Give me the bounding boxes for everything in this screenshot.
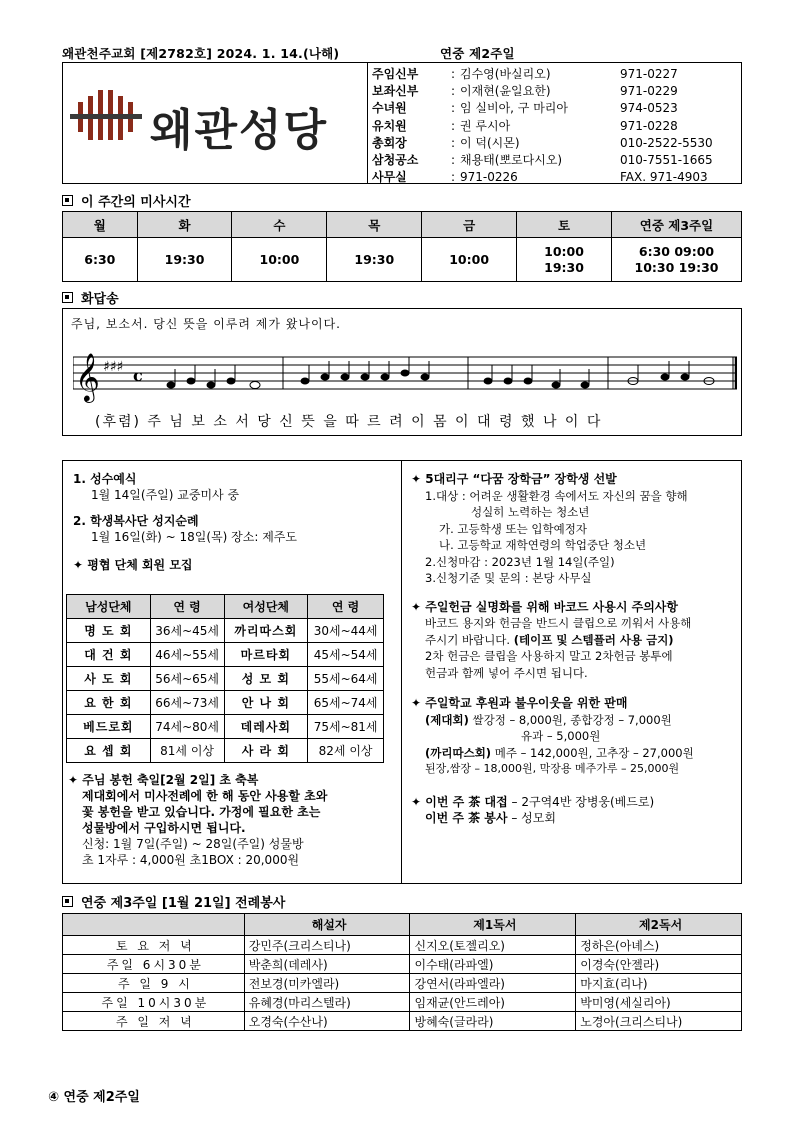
candle-line: 제대회에서 미사전례에 한 해 동안 사용할 초와 xyxy=(82,789,328,803)
mass-time: 19:30 xyxy=(137,238,232,282)
staff-row xyxy=(372,83,740,100)
service-cell: 강연서(라파엘라) xyxy=(410,974,576,993)
staff-name: 채용태(뽀로다시오) xyxy=(460,153,563,168)
staff-role: 수녀원 xyxy=(372,101,407,116)
diamond-bullet-icon: ✦ xyxy=(73,558,88,572)
colon-separator: : xyxy=(450,153,456,168)
notice-pilgrimage-title: 2. 학생복사단 성지순례 xyxy=(73,514,199,528)
diamond-bullet-icon: ✦ xyxy=(68,773,83,787)
scholarship-line: 1.대상 : 어려운 생활환경 속에서도 자신의 꿈을 향해 xyxy=(425,488,688,503)
service-table xyxy=(62,913,742,1031)
service-cell: 유혜경(마리스텔라) xyxy=(244,993,410,1012)
staff-phone: FAX. 971-4903 xyxy=(620,170,708,185)
notice-tea-service: 이번 주 茶 봉사 – 성모회 xyxy=(425,811,556,825)
section-marker-icon xyxy=(62,195,73,206)
bulletin-number: 왜관천주교회 [제2782호] 2024. 1. 14.(나해) xyxy=(62,46,340,61)
mass-day: 월 xyxy=(63,212,138,238)
staff-role: 사무실 xyxy=(372,170,407,185)
mass-time: 10:00 19:30 xyxy=(517,238,612,282)
sale-line: 유과 – 5,000원 xyxy=(521,729,601,743)
group-header: 연 령 xyxy=(308,595,384,619)
service-cell: 박미영(세실리아) xyxy=(576,993,742,1012)
group-cell: 56세~65세 xyxy=(150,667,224,691)
mass-section-title: 이 주간의 미사시간 xyxy=(62,191,191,210)
table-row xyxy=(63,1012,742,1031)
candle-title: ✦ 주님 봉헌 축일[2월 2일] 초 축복 xyxy=(68,773,259,787)
service-cell: 주 일 9 시 xyxy=(63,974,245,993)
staff-row xyxy=(372,66,740,83)
staff-role: 총회장 xyxy=(372,135,407,150)
service-cell: 박춘희(데레사) xyxy=(244,955,410,974)
barcode-line: 2차 헌금은 클립을 사용하지 말고 2차헌금 봉투에 xyxy=(425,649,673,663)
mass-day: 수 xyxy=(232,212,327,238)
group-cell: 요 셉 회 xyxy=(67,739,151,763)
table-row xyxy=(63,974,742,993)
mass-day: 연중 제3주일 xyxy=(612,212,742,238)
mass-time: 10:00 xyxy=(232,238,327,282)
group-recruit-table xyxy=(66,594,384,763)
candle-line: 초 1자루 : 4,000원 초1BOX : 20,000원 xyxy=(82,853,300,867)
notice-holy-water-body: 1월 14일(주일) 교중미사 중 xyxy=(91,488,240,502)
table-row xyxy=(67,715,384,739)
bulletin-header xyxy=(62,44,742,62)
staff-role: 주임신부 xyxy=(372,67,419,81)
scholarship-line: 성실히 노력하는 청소년 xyxy=(471,505,590,519)
scholarship-line: 3.신청기준 및 문의 : 본당 사무실 xyxy=(425,571,592,585)
group-cell: 명 도 회 xyxy=(67,619,151,643)
service-header: 해설자 xyxy=(244,914,410,936)
section-marker-icon xyxy=(62,292,73,303)
psalm-section-title: 화답송 xyxy=(62,288,119,307)
service-cell: 이경숙(안젤라) xyxy=(576,955,742,974)
table-row xyxy=(67,691,384,715)
diamond-bullet-icon: ✦ xyxy=(411,599,426,614)
column-divider xyxy=(401,461,402,883)
group-cell: 55세~64세 xyxy=(308,667,384,691)
service-cell: 주일 6시30분 xyxy=(63,955,245,974)
mass-time: 6:30 xyxy=(63,238,138,282)
mass-day: 목 xyxy=(327,212,422,238)
section-marker-icon xyxy=(62,896,73,907)
sale-line: (까리따스회) 메주 – 142,000원, 고추장 – 27,000원 xyxy=(425,745,694,760)
psalm-verse: 주님, 보소서. 당신 뜻을 이루려 제가 왔나이다. xyxy=(71,317,341,331)
colon-separator: : xyxy=(450,101,456,116)
group-cell: 30세~44세 xyxy=(308,619,384,643)
notice-pilgrimage-body: 1월 16일(화) ~ 18일(목) 장소: 제주도 xyxy=(91,530,297,544)
service-cell: 방혜숙(글라라) xyxy=(410,1012,576,1031)
table-row xyxy=(67,643,384,667)
mass-day: 화 xyxy=(137,212,232,238)
notice-tea-host: ✦ 이번 주 茶 대접 – 2구역4반 장병웅(베드로) xyxy=(411,794,655,809)
parish-logo xyxy=(62,62,368,184)
staff-phone: 974-0523 xyxy=(620,101,678,116)
notice-holy-water-title: 1. 성수예식 xyxy=(73,472,137,486)
scholarship-line: 2.신청마감 : 2023년 1월 14일(주일) xyxy=(425,554,615,569)
group-cell: 사 라 회 xyxy=(224,739,308,763)
table-row xyxy=(63,955,742,974)
parish-emblem-icon xyxy=(68,90,144,146)
group-cell: 65세~74세 xyxy=(308,691,384,715)
group-cell: 마르타회 xyxy=(224,643,308,667)
staff-role: 보좌신부 xyxy=(372,84,419,99)
service-cell: 전보경(미카엘라) xyxy=(244,974,410,993)
group-cell: 사 도 회 xyxy=(67,667,151,691)
group-header: 연 령 xyxy=(150,595,224,619)
colon-separator: : xyxy=(450,67,456,81)
service-cell: 노경아(크리스티나) xyxy=(576,1012,742,1031)
notice-barcode-title: ✦ 주일헌금 실명화를 위해 바코드 사용시 주의사항 xyxy=(411,599,678,614)
music-staff xyxy=(73,335,737,411)
staff-phone: 971-0227 xyxy=(620,67,678,81)
group-cell: 대 건 회 xyxy=(67,643,151,667)
table-row xyxy=(63,993,742,1012)
barcode-line: 헌금과 함께 넣어 주시면 됩니다. xyxy=(425,665,588,680)
staff-row xyxy=(372,152,740,169)
mass-day: 금 xyxy=(422,212,517,238)
group-cell: 안 나 회 xyxy=(224,691,308,715)
candle-line: 꽃 봉헌을 받고 있습니다. 가정에 필요한 초는 xyxy=(82,805,321,819)
service-section-title: 연중 제3주일 [1월 21일] 전례봉사 xyxy=(62,892,285,911)
scholarship-line: 나. 고등학교 재학연령의 학업중단 청소년 xyxy=(439,538,647,552)
diamond-bullet-icon: ✦ xyxy=(411,696,426,710)
right-column xyxy=(411,471,737,827)
mass-day: 토 xyxy=(517,212,612,238)
group-cell: 까리따스회 xyxy=(224,619,308,643)
notice-recruit-title: ✦ 평협 단체 회원 모집 xyxy=(73,558,193,572)
service-cell: 이수태(라파엘) xyxy=(410,955,576,974)
staff-name: 971-0226 xyxy=(460,170,518,185)
group-header: 남성단체 xyxy=(67,595,151,619)
staff-phone: 010-2522-5530 xyxy=(620,135,713,150)
service-header: 제1독서 xyxy=(410,914,576,936)
service-cell: 임재균(안드레아) xyxy=(410,993,576,1012)
page-footer: ④ 연중 제2주일 xyxy=(48,1090,140,1105)
colon-separator: : xyxy=(450,84,456,99)
scholarship-line: 가. 고등학생 또는 입학예정자 xyxy=(439,521,587,536)
candle-line: 신청: 1월 7일(주일) ~ 28일(주일) 성물방 xyxy=(82,837,304,851)
service-cell: 주일 10시30분 xyxy=(63,993,245,1012)
staff-phone: 971-0228 xyxy=(620,118,678,133)
liturgical-week: 연중 제2주일 xyxy=(440,46,515,61)
service-cell: 신지오(토젤리오) xyxy=(410,936,576,955)
staff-role: 유치원 xyxy=(372,118,407,133)
parish-name: 왜관성당 xyxy=(150,105,329,156)
group-cell: 성 모 회 xyxy=(224,667,308,691)
staff-role: 삼청공소 xyxy=(372,153,419,168)
service-cell: 주 일 저 녁 xyxy=(63,1012,245,1031)
staff-row xyxy=(372,169,740,186)
staff-phone: 971-0229 xyxy=(620,84,678,99)
group-cell: 75세~81세 xyxy=(308,715,384,739)
svg-text:𝄞: 𝄞 xyxy=(75,352,100,401)
staff-row xyxy=(372,100,740,117)
diamond-bullet-icon: ✦ xyxy=(411,472,426,486)
group-cell: 36세~45세 xyxy=(150,619,224,643)
staff-row xyxy=(372,118,740,135)
staff-name: 이재현(윤일요한) xyxy=(460,84,551,99)
notice-scholarship-title: ✦ 5대리구 “다꿈 장학금” 장학생 선발 xyxy=(411,472,617,486)
service-cell: 강민주(크리스티나) xyxy=(244,936,410,955)
mass-time: 6:30 09:00 10:30 19:30 xyxy=(612,238,742,282)
svg-text:c: c xyxy=(133,366,143,385)
service-cell: 오경숙(수산나) xyxy=(244,1012,410,1031)
sale-line: (제대회) 쌀강정 – 8,000원, 종합강정 – 7,000원 xyxy=(425,712,672,727)
group-cell: 데레사회 xyxy=(224,715,308,739)
table-row xyxy=(67,667,384,691)
group-cell: 46세~55세 xyxy=(150,643,224,667)
group-cell: 45세~54세 xyxy=(308,643,384,667)
colon-separator: : xyxy=(450,135,456,150)
mass-time: 19:30 xyxy=(327,238,422,282)
staff-row xyxy=(372,135,740,152)
service-cell: 정하은(아녜스) xyxy=(576,936,742,955)
staff-name: 임 실비아, 구 마리아 xyxy=(460,101,568,116)
barcode-line: 주시기 바랍니다. (테이프 및 스템플러 사용 금지) xyxy=(425,632,674,647)
psalm-refrain: (후렴) 주 님 보 소 서 당 신 뜻 을 따 르 려 이 몸 이 대 령 했 나 이 다 xyxy=(95,414,603,430)
candle-notice xyxy=(68,772,398,868)
candle-line: 성물방에서 구입하시면 됩니다. xyxy=(82,821,246,835)
barcode-line: 바코드 용지와 헌금을 반드시 클립으로 끼워서 사용해 xyxy=(425,616,692,630)
staff-name: 김수영(바실리오) xyxy=(460,67,551,81)
group-header: 여성단체 xyxy=(224,595,308,619)
group-cell: 66세~73세 xyxy=(150,691,224,715)
table-row xyxy=(63,936,742,955)
colon-separator: : xyxy=(450,170,456,185)
service-cell: 토 요 저 녁 xyxy=(63,936,245,955)
staff-name: 권 루시아 xyxy=(460,118,511,133)
mass-time: 10:00 xyxy=(422,238,517,282)
service-header xyxy=(63,914,245,936)
sale-line: 된장,쌈장 – 18,000원, 막장용 메주가루 – 25,000원 xyxy=(425,762,680,775)
group-cell: 베드로회 xyxy=(67,715,151,739)
diamond-bullet-icon: ✦ xyxy=(411,794,426,809)
psalm-box xyxy=(62,308,742,436)
service-cell: 마지효(리나) xyxy=(576,974,742,993)
table-row xyxy=(67,619,384,643)
group-cell: 요 한 회 xyxy=(67,691,151,715)
service-header: 제2독서 xyxy=(576,914,742,936)
svg-text:♯♯♯: ♯♯♯ xyxy=(103,359,124,375)
group-cell: 82세 이상 xyxy=(308,739,384,763)
staff-name: 이 덕(시몬) xyxy=(460,135,520,150)
staff-directory xyxy=(372,66,740,186)
group-cell: 81세 이상 xyxy=(150,739,224,763)
left-column xyxy=(69,471,395,573)
mass-schedule-table xyxy=(62,211,742,282)
notice-sale-title: ✦ 주일학교 후원과 불우이웃을 위한 판매 xyxy=(411,696,628,710)
group-cell: 74세~80세 xyxy=(150,715,224,739)
table-row xyxy=(67,739,384,763)
staff-phone: 010-7551-1665 xyxy=(620,153,713,168)
colon-separator: : xyxy=(450,118,456,133)
